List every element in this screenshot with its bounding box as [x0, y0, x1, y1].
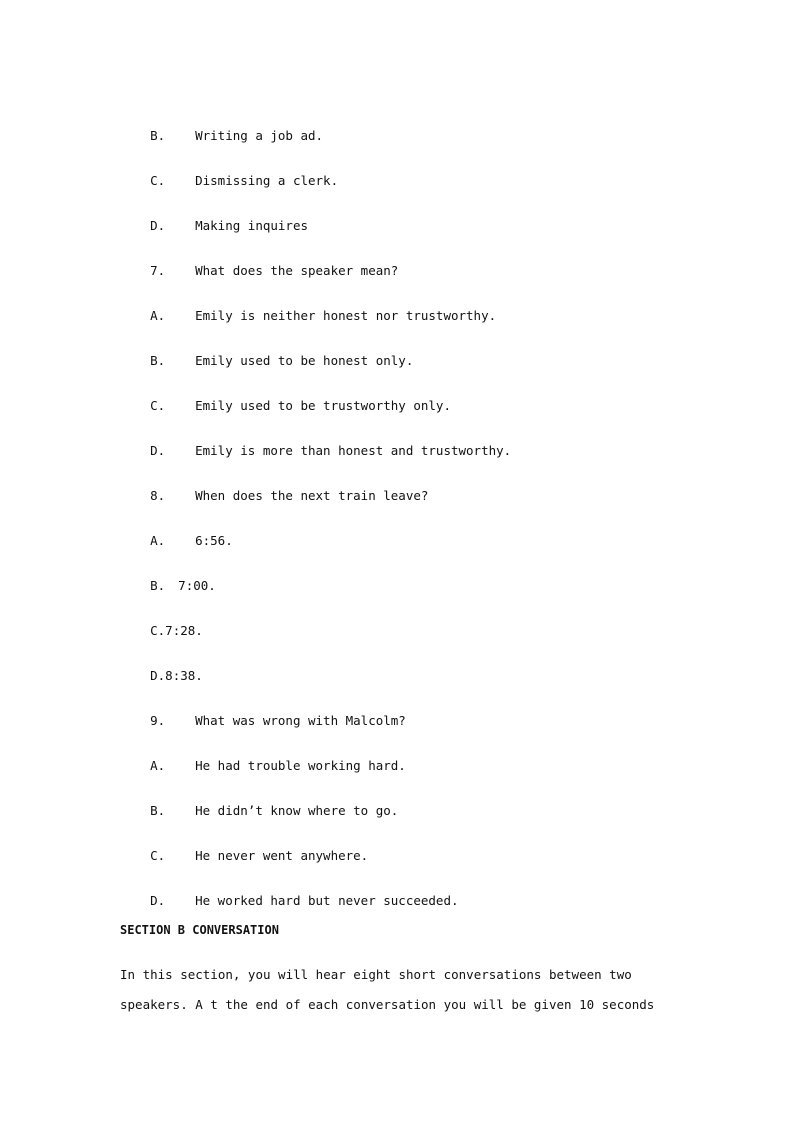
- option-text: Writing a job ad.: [195, 128, 324, 143]
- option-text: Making inquires: [195, 218, 308, 233]
- option-text: 7:28.: [165, 623, 203, 638]
- option-line: [120, 607, 203, 655]
- question-line: [120, 697, 406, 745]
- option-text: Emily used to be trustworthy only.: [195, 398, 451, 413]
- paragraph-line: speakers. A t the end of each conversation you will be given 10 seconds: [120, 997, 655, 1012]
- option-text: 7:00.: [178, 578, 216, 593]
- option-line: [120, 832, 368, 880]
- question-number: 8.: [150, 488, 166, 503]
- option-text: Dismissing a clerk.: [195, 173, 339, 188]
- option-label: B.: [150, 353, 166, 368]
- question-line: [120, 472, 428, 520]
- option-text: He had trouble working hard.: [195, 758, 406, 773]
- option-label: A.: [150, 533, 166, 548]
- option-label: B.: [150, 578, 166, 593]
- option-text: Emily is more than honest and trustworthy.: [195, 443, 512, 458]
- option-line: [120, 112, 323, 160]
- option-line: [120, 202, 308, 250]
- option-label: C.: [150, 398, 166, 413]
- option-label: A.: [150, 758, 166, 773]
- option-text: He didn’t know where to go.: [195, 803, 399, 818]
- option-label: C.: [150, 173, 166, 188]
- option-label: B.: [150, 128, 166, 143]
- option-label: D.: [150, 218, 166, 233]
- question-number: 9.: [150, 713, 166, 728]
- option-line: [120, 787, 398, 835]
- option-label: A.: [150, 308, 166, 323]
- option-text: He never went anywhere.: [195, 848, 369, 863]
- option-line: [120, 427, 511, 475]
- option-label: B.: [150, 803, 166, 818]
- option-line: [120, 742, 406, 790]
- option-text: 8:38.: [165, 668, 203, 683]
- option-text: 6:56.: [195, 533, 233, 548]
- option-line: [120, 877, 459, 925]
- option-line: [120, 157, 338, 205]
- option-label: C.: [150, 623, 166, 638]
- option-text: He worked hard but never succeeded.: [195, 893, 459, 908]
- option-line: [120, 337, 413, 385]
- option-line: [120, 562, 216, 610]
- option-line: [120, 292, 496, 340]
- option-text: Emily used to be honest only.: [195, 353, 414, 368]
- section-heading: SECTION B CONVERSATION: [120, 923, 279, 937]
- option-label: D.: [150, 443, 166, 458]
- option-line: [120, 517, 233, 565]
- question-text: When does the next train leave?: [195, 488, 429, 503]
- option-label: D.: [150, 668, 166, 683]
- question-text: What was wrong with Malcolm?: [195, 713, 406, 728]
- question-line: [120, 247, 398, 295]
- question-number: 7.: [150, 263, 166, 278]
- option-label: D.: [150, 893, 166, 908]
- paragraph-line: In this section, you will hear eight short conversations between two: [120, 967, 632, 982]
- option-line: [120, 382, 451, 430]
- option-line: [120, 652, 203, 700]
- option-text: Emily is neither honest nor trustworthy.: [195, 308, 497, 323]
- question-text: What does the speaker mean?: [195, 263, 399, 278]
- option-label: C.: [150, 848, 166, 863]
